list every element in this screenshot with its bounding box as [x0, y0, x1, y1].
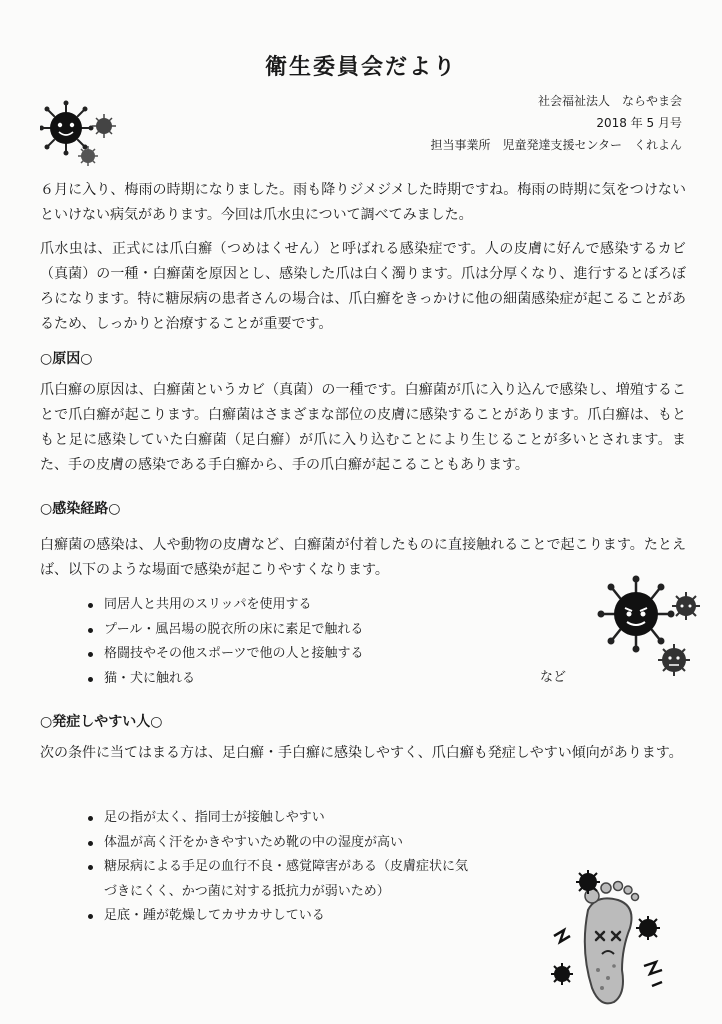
- germs-icon: [40, 98, 120, 170]
- about-paragraph: 爪水虫は、正式には爪白癬（つめはくせん）と呼ばれる感染症です。人の皮膚に好んで感染するカビ（真菌）の一種・白癬菌を原因とし、感染した爪は白く濁ります。爪は分厚くなり、進行するとぼろぼろになります。特に糖尿病の患者さんの場合は、爪白癬をきっかけに他の細菌感染症が起こることがあるため、しっかりと治療することが重要です。: [40, 241, 686, 332]
- route-heading: ○感染経路○: [40, 501, 121, 517]
- office-name: 担当事業所 児童発達支援センター くれよん: [430, 138, 682, 152]
- list-item: 糖尿病による手足の血行不良・感覚障害がある（皮膚症状に気づきにくく、かつ菌に対する抵抗力が弱いため）: [88, 855, 468, 904]
- cause-heading: ○原因○: [40, 351, 93, 367]
- list-item: 猫・犬に触れる: [88, 667, 363, 692]
- intro-paragraph: ６月に入り、梅雨の時期になりました。雨も降りジメジメした時期ですね。梅雨の時期に気をつけないといけない病気があります。今回は爪水虫について調べてみました。: [40, 182, 686, 223]
- risk-list: [88, 806, 468, 929]
- issue-date: 2018 年 5 月号: [596, 116, 682, 130]
- list-item: 足の指が太く、指同士が接触しやすい: [88, 806, 468, 831]
- etc-label: など: [540, 670, 567, 685]
- list-item: プール・風呂場の脱衣所の床に素足で触れる: [88, 618, 363, 643]
- risk-paragraph: 次の条件に当てはまる方は、足白癬・手白癬に感染しやすく、爪白癬も発症しやすい傾向があります。: [40, 745, 683, 761]
- list-item: 格闘技やその他スポーツで他の人と接触する: [88, 642, 363, 667]
- organization-name: 社会福祉法人 ならやま会: [537, 94, 682, 108]
- germs-icon: [596, 572, 706, 680]
- foot-germs-icon: [548, 870, 678, 1010]
- risk-heading: ○発症しやすい人○: [40, 714, 163, 730]
- list-item: 同居人と共用のスリッパを使用する: [88, 593, 363, 618]
- list-item: 足底・踵が乾燥してカサカサしている: [88, 904, 468, 929]
- route-list: [88, 593, 363, 691]
- newsletter-title: 衛生委員会だより: [264, 54, 457, 80]
- cause-paragraph: 爪白癬の原因は、白癬菌というカビ（真菌）の一種です。白癬菌が爪に入り込んで感染し、増殖することで爪白癬が起こります。白癬菌はさまざまな部位の皮膚に感染することがあります。爪白癬は、もともと足に感染していた白癬菌（足白癬）が爪に入り込むことにより生じることが多いとされます。また、手の皮膚の感染である手白癬から、手の爪白癬が起こることもあります。: [40, 382, 686, 473]
- route-paragraph: 白癬菌の感染は、人や動物の皮膚など、白癬菌が付着したものに直接触れることで起こります。たとえば、以下のような場面で感染が起こりやすくなります。: [40, 537, 686, 578]
- list-item: 体温が高く汗をかきやすいため靴の中の湿度が高い: [88, 831, 468, 856]
